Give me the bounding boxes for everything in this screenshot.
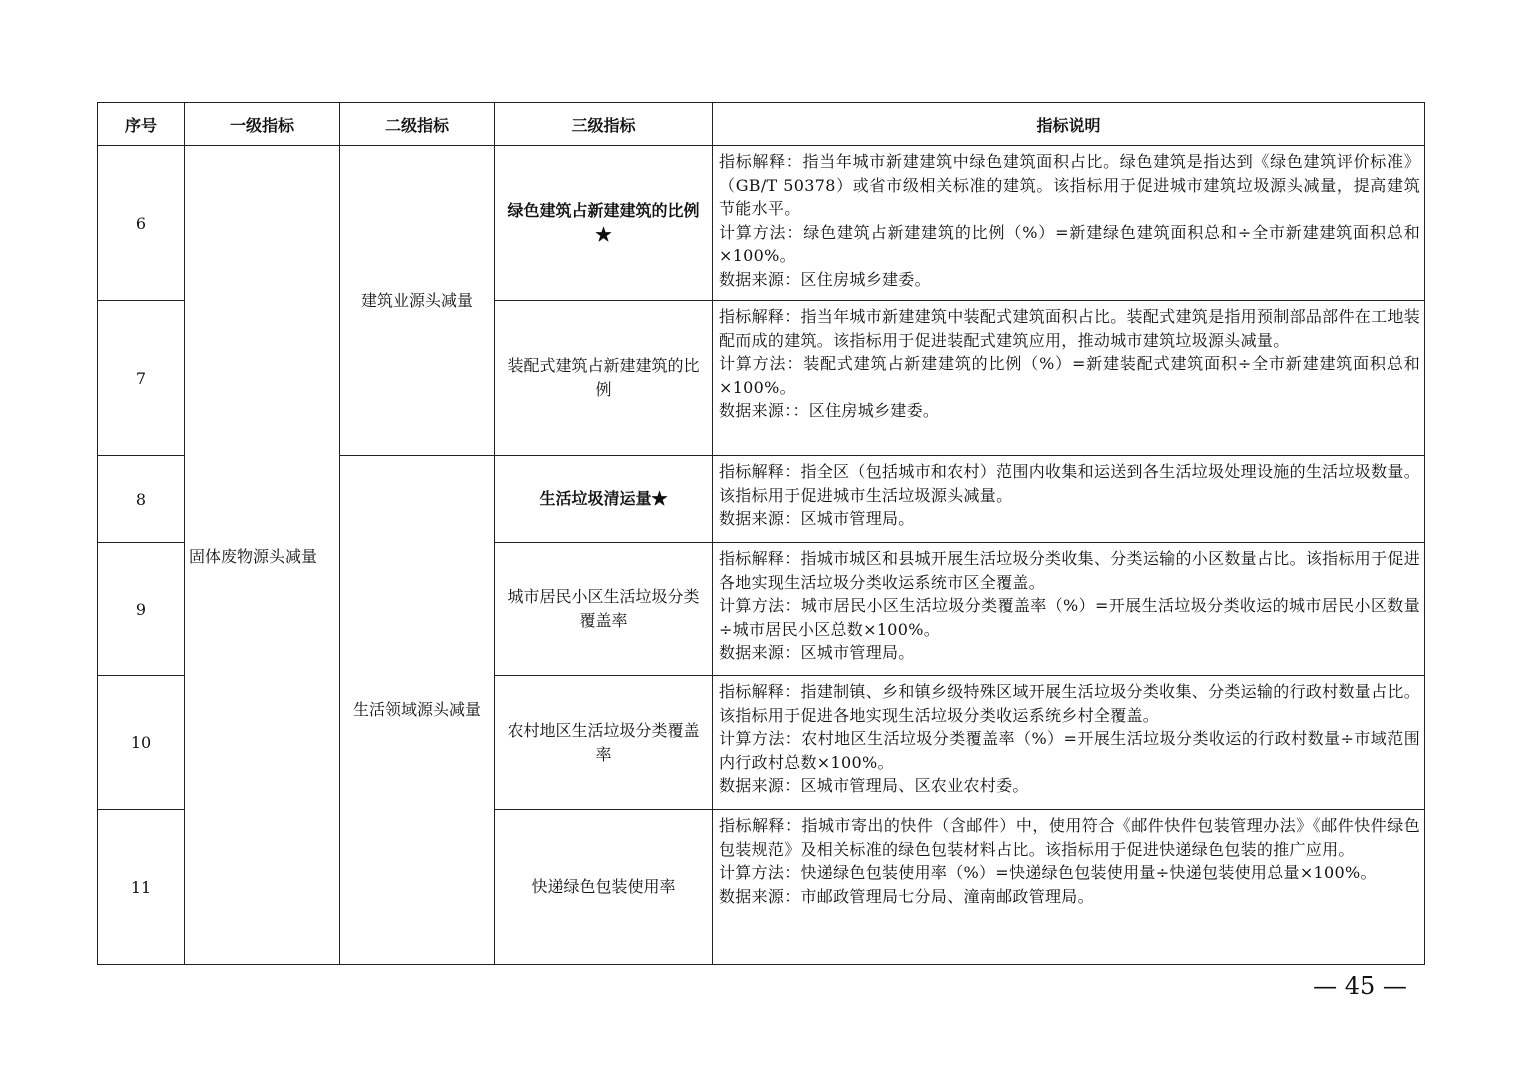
header-description: 指标说明 bbox=[713, 103, 1425, 146]
indicator-description bbox=[713, 146, 1425, 301]
description-method: 计算方法：农村地区生活垃圾分类覆盖率（%）=开展生活垃圾分类收运的行政村数量÷市域范围内行政村总数×100%。 bbox=[719, 729, 1420, 772]
description-definition: 指标解释：指建制镇、乡和镇乡级特殊区域开展生活垃圾分类收集、分类运输的行政村数量占比。该指标用于促进各地实现生活垃圾分类收运系统乡村全覆盖。 bbox=[719, 682, 1420, 725]
row-number: 8 bbox=[98, 456, 185, 543]
header-serial: 序号 bbox=[98, 103, 185, 146]
description-source: 数据来源：区城市管理局、区农业农村委。 bbox=[719, 776, 1029, 795]
level1-indicator: 固体废物源头减量 bbox=[185, 146, 340, 965]
page-number: — 45 — bbox=[1313, 972, 1407, 1000]
description-source: 数据来源：区城市管理局。 bbox=[719, 509, 915, 528]
description-definition: 指标解释：指城市城区和县城开展生活垃圾分类收集、分类运输的小区数量占比。该指标用于促进各地实现生活垃圾分类收运系统市区全覆盖。 bbox=[719, 549, 1420, 592]
header-row bbox=[98, 103, 1425, 146]
indicator-description bbox=[713, 301, 1425, 456]
description-source: 数据来源：市邮政管理局七分局、潼南邮政管理局。 bbox=[719, 886, 1094, 906]
row-number: 10 bbox=[98, 676, 185, 810]
row-number: 11 bbox=[98, 810, 185, 965]
description-definition: 指标解释：指当年城市新建建筑中装配式建筑面积占比。装配式建筑是指用预制部品部件在工地装配而成的建筑。该指标用于促进装配式建筑应用，推动城市建筑垃圾源头减量。 bbox=[719, 307, 1420, 350]
header-level3: 三级指标 bbox=[495, 103, 713, 146]
indicator-description bbox=[713, 810, 1425, 965]
description-definition: 指标解释：指当年城市新建建筑中绿色建筑面积占比。绿色建筑是指达到《绿色建筑评价标准》（GB/T 50378）或省市级相关标准的建筑。该指标用于促进城市建筑垃圾源头减量，提高建筑节能水平。 bbox=[719, 152, 1420, 218]
row-number: 7 bbox=[98, 301, 185, 456]
indicator-description bbox=[713, 543, 1425, 676]
row-number: 6 bbox=[98, 146, 185, 301]
level3-indicator: 装配式建筑占新建建筑的比例 bbox=[495, 301, 713, 456]
level3-indicator: 绿色建筑占新建建筑的比例★ bbox=[495, 146, 713, 301]
row-number: 9 bbox=[98, 543, 185, 676]
description-source: 数据来源：区城市管理局。 bbox=[719, 643, 915, 662]
indicator-table bbox=[97, 102, 1425, 965]
level2-indicator: 建筑业源头减量 bbox=[340, 146, 495, 456]
description-source: 数据来源：：区住房城乡建委。 bbox=[719, 401, 940, 420]
indicator-description bbox=[713, 456, 1425, 543]
level3-indicator: 生活垃圾清运量★ bbox=[495, 456, 713, 543]
description-definition: 指标解释：指城市寄出的快件（含邮件）中，使用符合《邮件快件包装管理办法》《邮件快件绿色包装规范》及相关标准的绿色包装材料占比。该指标用于促进快递绿色包装的推广应用。 bbox=[719, 816, 1420, 859]
description-definition: 指标解释：指全区（包括城市和农村）范围内收集和运送到各生活垃圾处理设施的生活垃圾数量。该指标用于促进城市生活垃圾源头减量。 bbox=[719, 462, 1420, 505]
level3-indicator: 农村地区生活垃圾分类覆盖率 bbox=[495, 676, 713, 810]
description-source: 数据来源：区住房城乡建委。 bbox=[719, 269, 931, 289]
level3-indicator: 快递绿色包装使用率 bbox=[495, 810, 713, 965]
header-level1: 一级指标 bbox=[185, 103, 340, 146]
indicator-description bbox=[713, 676, 1425, 810]
level2-indicator: 生活领域源头减量 bbox=[340, 456, 495, 965]
description-method: 计算方法：装配式建筑占新建建筑的比例（%）=新建装配式建筑面积÷全市新建建筑面积总和×100%。 bbox=[719, 354, 1420, 397]
description-method: 计算方法：绿色建筑占新建建筑的比例（%）=新建绿色建筑面积总和÷全市新建建筑面积总和×100%。 bbox=[719, 222, 1420, 265]
description-method: 计算方法：城市居民小区生活垃圾分类覆盖率（%）=开展生活垃圾分类收运的城市居民小区数量÷城市居民小区总数×100%。 bbox=[719, 596, 1420, 639]
level3-indicator: 城市居民小区生活垃圾分类覆盖率 bbox=[495, 543, 713, 676]
description-method: 计算方法：快递绿色包装使用率（%）=快递绿色包装使用量÷快递包装使用总量×100%。 bbox=[719, 863, 1377, 882]
table-row bbox=[98, 146, 1425, 301]
header-level2: 二级指标 bbox=[340, 103, 495, 146]
